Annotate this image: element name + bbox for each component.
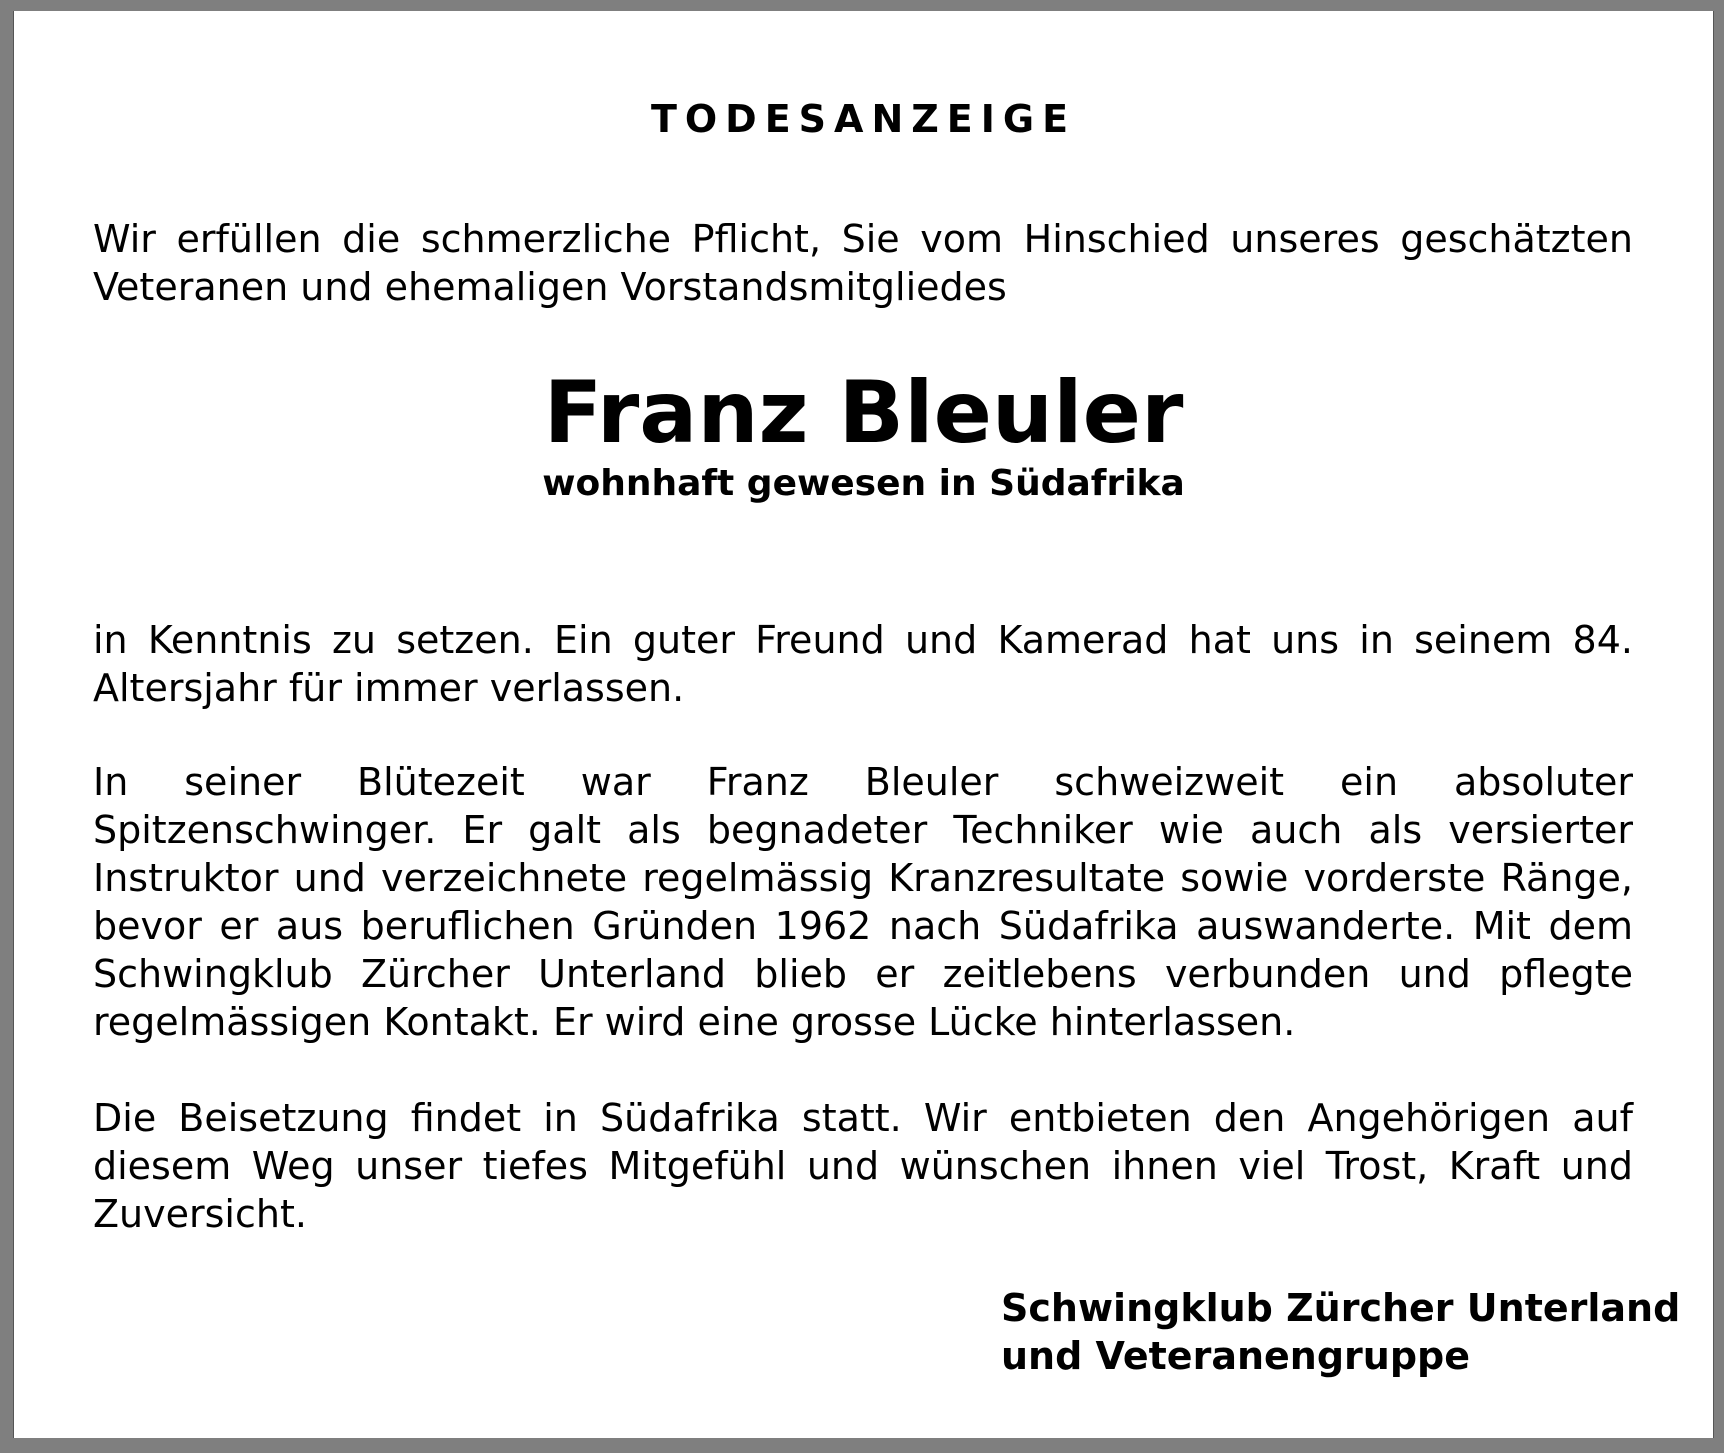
signature-club: Schwingklub Zürcher Unterland [1001, 1286, 1681, 1330]
residence-line: wohnhaft gewesen in Südafrika [542, 463, 1185, 504]
paragraph-funeral: Die Beisetzung findet in Südafrika statt. Wir entbieten den Angehörigen auf diesem Weg unser tiefes Mitgefühl und wünschen ihnen viel Trost, Kraft und Zuversicht. [93, 1096, 1633, 1236]
paragraph-announcement: in Kenntnis zu setzen. Ein guter Freund und Kamerad hat uns in seinem 84. Altersjahr für immer verlassen. [93, 618, 1633, 710]
deceased-name: Franz Bleuler [543, 363, 1184, 463]
signature-group: und Veteranengruppe [1001, 1334, 1471, 1378]
intro-paragraph: Wir erfüllen die schmerzliche Pflicht, Sie vom Hinschied unseres geschätzten Veteranen und ehemaligen Vorstandsmitgliedes [93, 217, 1633, 309]
signature-block [1001, 1284, 1680, 1380]
obituary-page [13, 11, 1714, 1438]
notice-heading: TODESANZEIGE [650, 97, 1077, 141]
paragraph-biography: In seiner Blütezeit war Franz Bleuler schweizweit ein absoluter Spitzenschwinger. Er galt als begnadeter Techniker wie auch als versierter Instruktor und verzeichnete regelmässig Kranzresultate sowie vorderste Ränge, bevor er aus beruflichen Gründen 1962 nach Südafrika auswanderte. Mit dem Schwingklub Zürcher Unterland blieb er zeitlebens verbunden und pflegte regelmässigen Kontakt. Er wird eine grosse Lücke hinterlassen. [93, 760, 1633, 1044]
